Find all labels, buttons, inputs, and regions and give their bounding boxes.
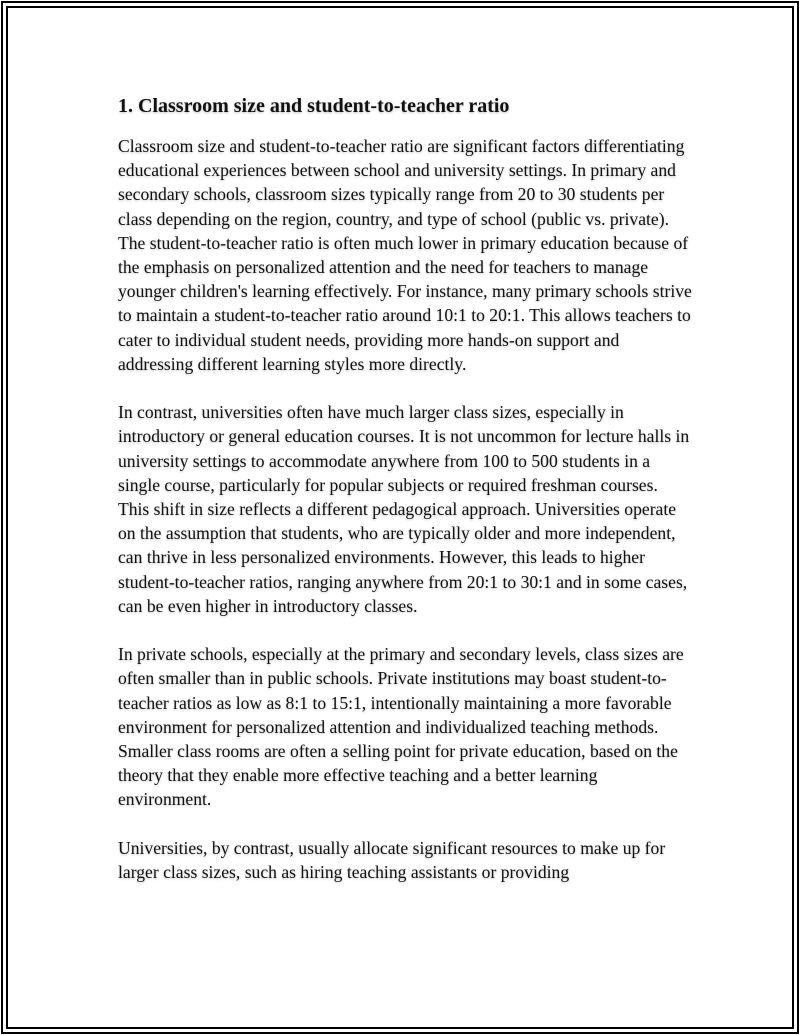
paragraph-3: In private schools, especially at the primary and secondary levels, class sizes are often smaller than in public schools. Private institutions may boast student-to-teacher ratios as low as 8:1 to 15:1, intentionally maintaining a more favorable environment for personalized attention and individualized teaching methods. Smaller class rooms are often a selling point for private education, based on the theory that they enable more effective teaching and a better learning environment. [118,644,684,810]
paragraph-1: Classroom size and student-to-teacher ratio are significant factors differentiating educational experiences between school and university settings. In primary and secondary schools, classroom sizes typically range from 20 to 30 students per class depending on the region, country, and type of school (public vs. private). The student-to-teacher ratio is often much lower in primary education because of the emphasis on personalized attention and the need for teachers to manage younger children's learning effectively. For instance, many primary schools strive to maintain a student-to-teacher ratio around 10:1 to 20:1. This allows teachers to cater to individual student needs, providing more hands-on support and addressing different learning styles more directly. [118,136,692,374]
paragraph-4: Universities, by contrast, usually allocate significant resources to make up for larger class sizes, such as hiring teaching assistants or providing [118,837,666,883]
document-body [118,94,693,908]
paragraph-2: In contrast, universities often have much larger class sizes, especially in introductory or general education courses. It is not uncommon for lecture halls in university settings to accommodate anywhere from 100 to 500 students in a single course, particularly for popular subjects or required freshman courses. This shift in size reflects a different pedagogical approach. Universities operate on the assumption that students, who are typically older and more independent, can thrive in less personalized environments. However, this leads to higher student-to-teacher ratios, ranging anywhere from 20:1 to 30:1 and in some cases, can be even higher in introductory classes. [118,402,690,616]
section-heading: 1. Classroom size and student-to-teacher ratio [118,95,510,117]
